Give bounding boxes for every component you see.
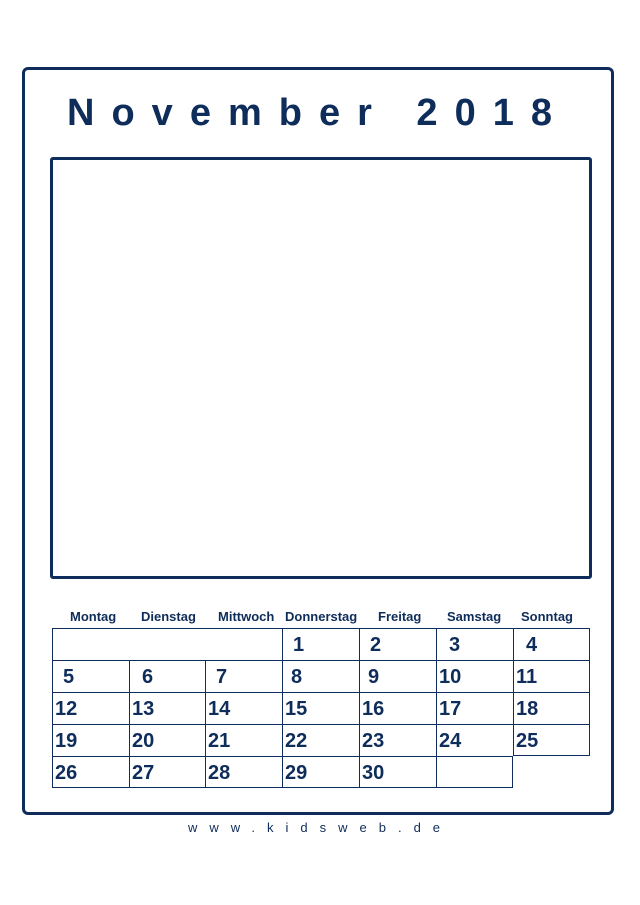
weekday-header: Donnerstag	[285, 609, 358, 624]
calendar-day	[513, 692, 590, 724]
day-number: 28	[208, 762, 231, 784]
calendar-day	[205, 660, 282, 692]
day-number: 3	[449, 634, 461, 656]
day-number: 29	[285, 762, 308, 784]
day-number: 13	[132, 698, 155, 720]
calendar-day	[129, 692, 205, 724]
calendar-day	[129, 660, 205, 692]
month-title	[22, 92, 614, 135]
calendar-day	[513, 724, 590, 756]
day-number: 24	[439, 730, 462, 752]
day-number: 9	[368, 666, 380, 688]
day-number: 5	[63, 666, 75, 688]
calendar-day	[52, 692, 129, 724]
day-number: 27	[132, 762, 155, 784]
day-number: 15	[285, 698, 308, 720]
calendar-day	[359, 692, 436, 724]
day-number: 7	[216, 666, 228, 688]
day-number: 17	[439, 698, 462, 720]
weekday-header: Sonntag	[521, 609, 573, 624]
day-number: 26	[55, 762, 78, 784]
day-number: 16	[362, 698, 385, 720]
calendar-day	[436, 692, 513, 724]
day-number: 4	[526, 634, 538, 656]
day-number: 11	[516, 666, 538, 688]
day-number: 30	[362, 762, 385, 784]
calendar-day	[513, 660, 590, 692]
calendar-day	[513, 628, 590, 660]
day-number: 8	[291, 666, 303, 688]
weekday-header: Freitag	[378, 609, 422, 624]
weekday-header: Samstag	[447, 609, 502, 624]
day-number: 18	[516, 698, 539, 720]
day-number: 1	[293, 634, 305, 656]
calendar-day	[282, 756, 359, 788]
weekday-header: Mittwoch	[218, 609, 275, 624]
calendar-day	[282, 660, 359, 692]
day-number: 23	[362, 730, 385, 752]
calendar-day	[52, 660, 129, 692]
month-title-text: November 2018	[67, 92, 569, 134]
footer-website: www.kidsweb.de	[187, 820, 453, 835]
calendar-empty-cell	[436, 756, 513, 788]
calendar-day	[282, 724, 359, 756]
day-number: 19	[55, 730, 78, 752]
day-number: 2	[370, 634, 382, 656]
calendar-day	[52, 756, 129, 788]
calendar-day	[205, 756, 282, 788]
calendar-day	[436, 660, 513, 692]
calendar-day	[129, 724, 205, 756]
day-number: 14	[208, 698, 231, 720]
day-number: 21	[208, 730, 231, 752]
calendar-day	[359, 660, 436, 692]
weekday-header: Montag	[70, 609, 117, 624]
day-number: 6	[142, 666, 154, 688]
calendar-day	[359, 724, 436, 756]
calendar-day	[205, 724, 282, 756]
calendar-day	[205, 692, 282, 724]
calendar-day	[129, 756, 205, 788]
calendar-day	[359, 628, 436, 660]
day-number: 22	[285, 730, 308, 752]
day-number: 20	[132, 730, 155, 752]
calendar-empty-cell	[52, 628, 282, 660]
weekday-header: Dienstag	[141, 609, 196, 624]
day-number: 25	[516, 730, 539, 752]
calendar-day	[436, 724, 513, 756]
day-number: 12	[55, 698, 78, 720]
photo-area	[50, 157, 592, 579]
calendar-day	[282, 628, 359, 660]
calendar-day	[359, 756, 436, 788]
calendar-day	[282, 692, 359, 724]
calendar-day	[436, 628, 513, 660]
calendar-day	[52, 724, 129, 756]
day-number: 10	[439, 666, 462, 688]
